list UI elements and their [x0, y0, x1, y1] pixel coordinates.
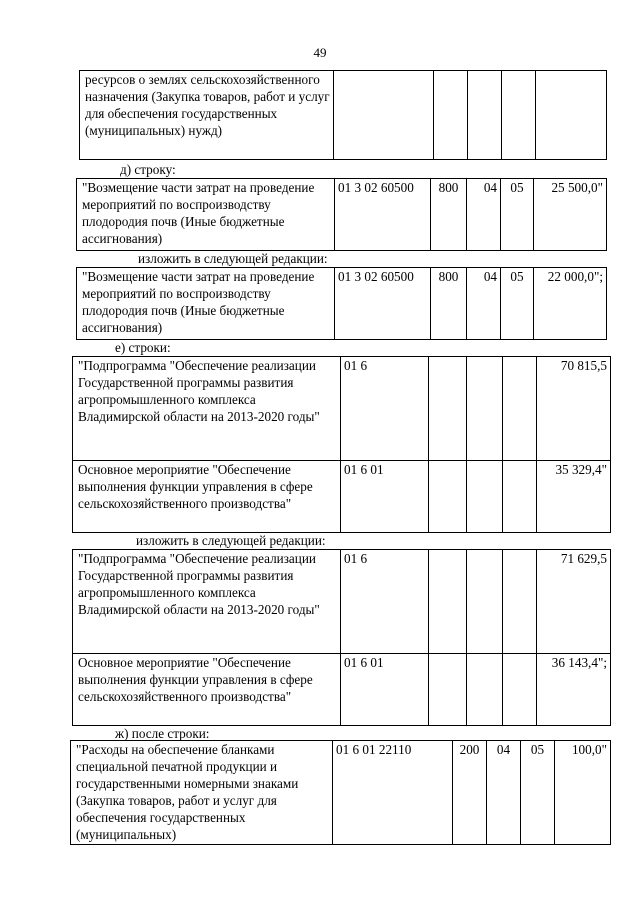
- row-vr: 800: [431, 268, 467, 340]
- table-row: [73, 461, 611, 533]
- row-sum: 100,0": [555, 741, 611, 845]
- row-rz: [467, 357, 503, 461]
- row-pr: [503, 357, 537, 461]
- table-block-zh: [70, 740, 611, 845]
- row-code: 01 6: [341, 550, 429, 654]
- row-description: "Расходы на обеспечение бланками специальной печатной продукции и государственными номерными знаками (Закупка товаров, работ и услуг для обеспечения государственных (муниципальных): [71, 741, 333, 845]
- caption-e-new-edition: изложить в следующей редакции:: [136, 533, 326, 548]
- row-pr: [503, 550, 537, 654]
- table-row: [77, 179, 607, 251]
- row-rz: 04: [487, 741, 521, 845]
- row-code: 01 3 02 60500: [335, 179, 431, 251]
- row-pr: [502, 71, 536, 160]
- row-vr: [429, 357, 467, 461]
- table-continued-row: [79, 70, 607, 160]
- row-code: 01 6 01: [341, 461, 429, 533]
- caption-d: д) строку:: [120, 162, 176, 177]
- row-sum: 35 329,4": [537, 461, 611, 533]
- row-description: ресурсов о землях сельскохозяйственного назначения (Закупка товаров, работ и услуг для обеспечения государственных (муниципальных) нужд): [80, 71, 334, 160]
- row-vr: 200: [453, 741, 487, 845]
- table-block-d-new: [76, 267, 607, 340]
- row-description: "Возмещение части затрат на проведение мероприятий по воспроизводству плодородия почв (Иные бюджетные ассигнования): [77, 179, 335, 251]
- row-description: "Подпрограмма "Обеспечение реализации Государственной программы развития агропромышленного комплекса Владимирской области на 2013-2020 годы": [73, 357, 341, 461]
- caption-d-new-edition: изложить в следующей редакции:: [138, 251, 328, 266]
- table-row: [73, 550, 611, 654]
- row-sum: [536, 71, 607, 160]
- row-code: 01 6 01: [341, 654, 429, 726]
- row-pr: 05: [501, 268, 534, 340]
- table-block-d: [76, 178, 607, 251]
- row-description: "Подпрограмма "Обеспечение реализации Государственной программы развития агропромышленного комплекса Владимирской области на 2013-2020 годы": [73, 550, 341, 654]
- row-description: Основное мероприятие "Обеспечение выполнения функции управления в сфере сельскохозяйственного производства": [73, 461, 341, 533]
- page-number: 49: [313, 45, 327, 60]
- row-vr: 800: [431, 179, 467, 251]
- caption-e: е) строки:: [115, 340, 171, 355]
- row-code: 01 6 01 22110: [333, 741, 453, 845]
- row-sum: 36 143,4";: [537, 654, 611, 726]
- row-rz: 04: [467, 179, 501, 251]
- table-row: [77, 268, 607, 340]
- row-pr: [503, 461, 537, 533]
- table-row: [71, 741, 611, 845]
- row-vr: [429, 654, 467, 726]
- row-sum: 22 000,0";: [534, 268, 607, 340]
- row-code: 01 3 02 60500: [335, 268, 431, 340]
- row-pr: 05: [521, 741, 555, 845]
- table-row: [80, 71, 607, 160]
- row-vr: [429, 550, 467, 654]
- row-rz: [467, 461, 503, 533]
- row-description: "Возмещение части затрат на проведение мероприятий по воспроизводству плодородия почв (Иные бюджетные ассигнования): [77, 268, 335, 340]
- row-sum: 25 500,0": [534, 179, 607, 251]
- row-sum: 71 629,5: [537, 550, 611, 654]
- table-block-e: [72, 356, 611, 533]
- row-rz: 04: [467, 268, 501, 340]
- row-vr: [429, 461, 467, 533]
- row-sum: 70 815,5: [537, 357, 611, 461]
- table-row: [73, 357, 611, 461]
- row-code: 01 6: [341, 357, 429, 461]
- table-row: [73, 654, 611, 726]
- table-block-e-new: [72, 549, 611, 726]
- row-code: [334, 71, 434, 160]
- row-description: Основное мероприятие "Обеспечение выполнения функции управления в сфере сельскохозяйственного производства": [73, 654, 341, 726]
- row-vr: [434, 71, 468, 160]
- row-pr: [503, 654, 537, 726]
- row-rz: [467, 550, 503, 654]
- row-pr: 05: [501, 179, 534, 251]
- row-rz: [468, 71, 502, 160]
- row-rz: [467, 654, 503, 726]
- caption-zh: ж) после строки:: [115, 726, 210, 741]
